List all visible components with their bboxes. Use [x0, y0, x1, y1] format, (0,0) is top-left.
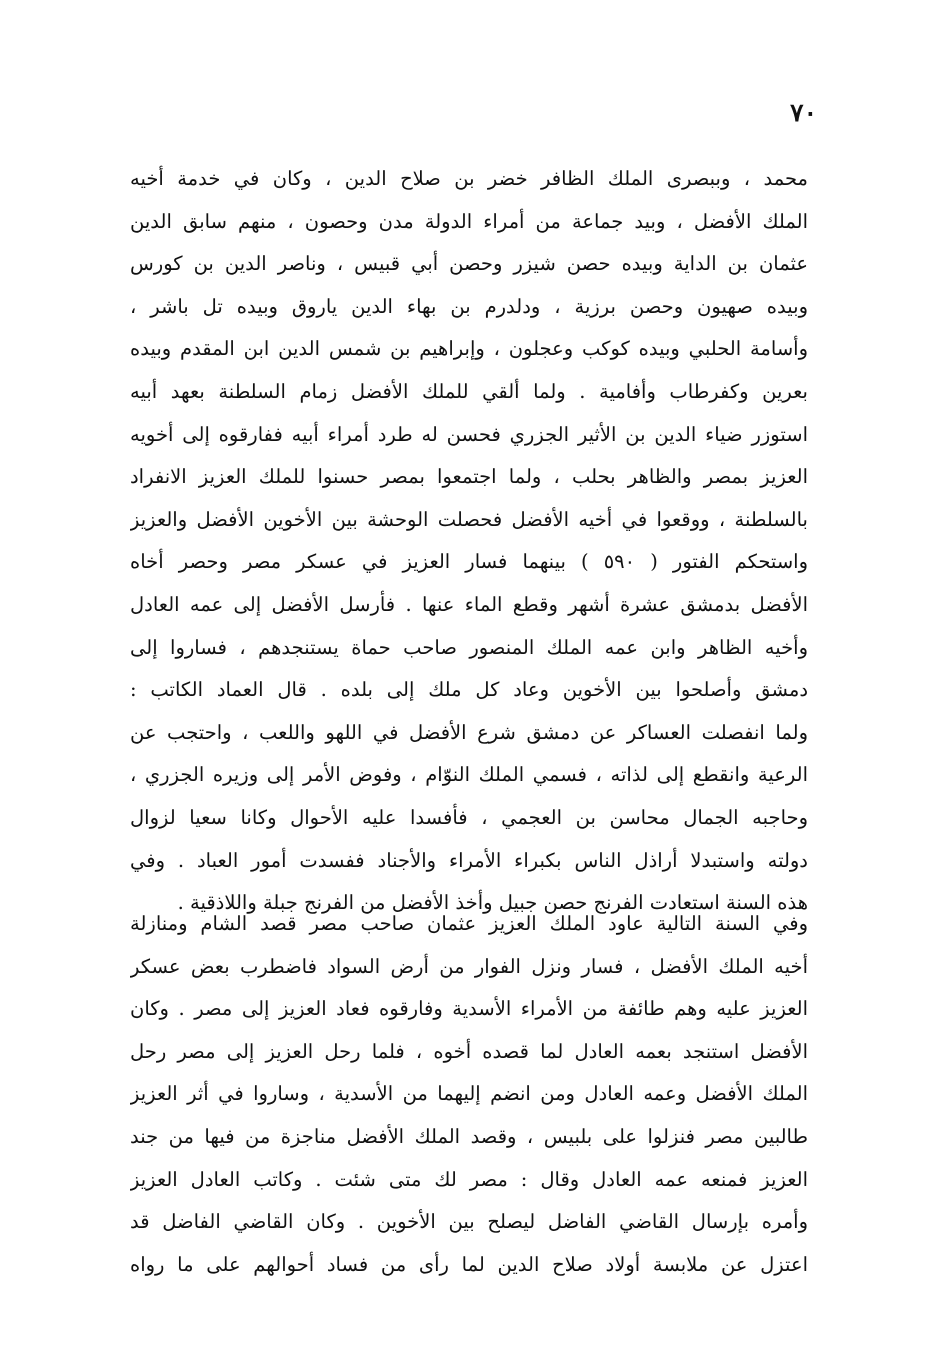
text-line: وحاجبه الجمال محاسن بن العجمي ، فأفسدا عليه الأحوال وكانا سعيا لزوال: [130, 805, 808, 829]
text-line: هذه السنة استعادت الفرنج حصن جبيل وأخذ الأفضل من الفرنج جبلة واللاذقية .: [177, 891, 808, 915]
text-line: الملك الأفضل وعمه العادل ومن انضم إليهما من الأسدية ، وساروا في أثر العزيز: [130, 1082, 808, 1106]
text-line: وأمره بإرسال القاضي الفاضل ليصلح بين الأخوين . وكان القاضي الفاضل قد: [130, 1210, 808, 1234]
text-line: أخيه الملك الأفضل ، فسار ونزل الفوار من أرض السواد فاضطرب بعض عسكر: [130, 954, 808, 978]
text-line: ولما انفصلت العساكر عن دمشق شرع الأفضل في اللهو واللعب ، واحتجب عن: [130, 720, 808, 744]
text-line: العزيز بمصر والظاهر بحلب ، ولما اجتمعوا بمصر حسنوا للملك العزيز الانفراد: [130, 465, 808, 489]
paragraph-1: [130, 158, 808, 925]
text-line: دمشق وأصلحوا بين الأخوين وعاد كل ملك إلى بلده . قال العماد الكاتب :: [130, 678, 808, 702]
text-line: طالبين مصر فنزلوا على بلبيس ، وقصد الملك الأفضل مناجزة من فيها من جند: [130, 1124, 808, 1148]
text-line: وفي السنة التالية عاود الملك العزيز عثمان صاحب مصر قصد الشام ومنازلة: [130, 912, 808, 935]
text-line: وأسامة الحلبي وبيده كوكب وعجلون ، وإبراهيم بن شمس الدين ابن المقدم وبيده: [130, 337, 808, 361]
text-line: واستحكم الفتور ( ٥٩٠ ) بينهما فسار العزيز في عسكر مصر وحصر أخاه: [130, 550, 808, 574]
text-line: الرعية وانقطع إلى لذاته ، فسمي الملك النوّام ، وفوض الأمر إلى وزيره الجزري ،: [130, 763, 808, 787]
text-line: وأخيه الظاهر وابن عمه الملك المنصور صاحب حماة يستنجدهم ، فساروا إلى: [130, 635, 808, 659]
text-line: محمد ، وببصرى الملك الظافر خضر بن صلاح الدين ، وكان في خدمة أخيه: [130, 167, 808, 190]
text-line: بعرين وكفرطاب وأفامية . ولما ألقي للملك الأفضل زمام السلطنة بعهد أبيه: [130, 379, 808, 403]
text-line: العزيز عليه وهم طائفة من الأمراء الأسدية وفارقوه فعاد العزيز إلى مصر . وكان: [130, 997, 808, 1021]
text-line: الملك الأفضل ، وبيد جماعة من أمراء الدولة مدن وحصون ، منهم سابق الدين: [130, 209, 808, 233]
text-line: العزيز فمنعه عمه العادل وقال : مصر لك متى شئت . وكاتب العادل العزيز: [130, 1167, 808, 1191]
text-line: دولته واستبدلا أراذل الناس بكبراء الأمراء والأجناد ففسدت أمور العباد . وفي: [130, 848, 808, 872]
text-line: بالسلطنة ، ووقعوا في أخيه الأفضل فحصلت الوحشة بين الأخوين الأفضل والعزيز: [130, 507, 808, 531]
text-line: الأفضل بدمشق عشرة أشهر وقطع الماء عنها . فأرسل الأفضل إلى عمه العادل: [130, 592, 808, 616]
paragraph-2: [130, 903, 808, 1286]
text-line: اعتزل عن ملابسة أولاد صلاح الدين لما رأى من فساد أحوالهم على ما رواه: [130, 1252, 808, 1276]
page-number: ٧٠: [790, 98, 817, 127]
text-line: الأفضل استنجد بعمه العادل لما قصده أخوه ، فلما رحل العزيز إلى مصر رحل: [130, 1039, 808, 1063]
text-line: عثمان بن الداية وبيده حصن شيزر وحصن أبي قبيس ، وناصر الدين بن كورس: [130, 252, 808, 276]
text-line: استوزر ضياء الدين بن الأثير الجزري فحسن له طرد أمراء أبيه ففارقوه إلى أخويه: [130, 422, 808, 446]
text-line: وبيده صهيون وحصن برزية ، ودلدرم بن بهاء الدين ياروق وبيده تل باشر ،: [130, 294, 808, 318]
